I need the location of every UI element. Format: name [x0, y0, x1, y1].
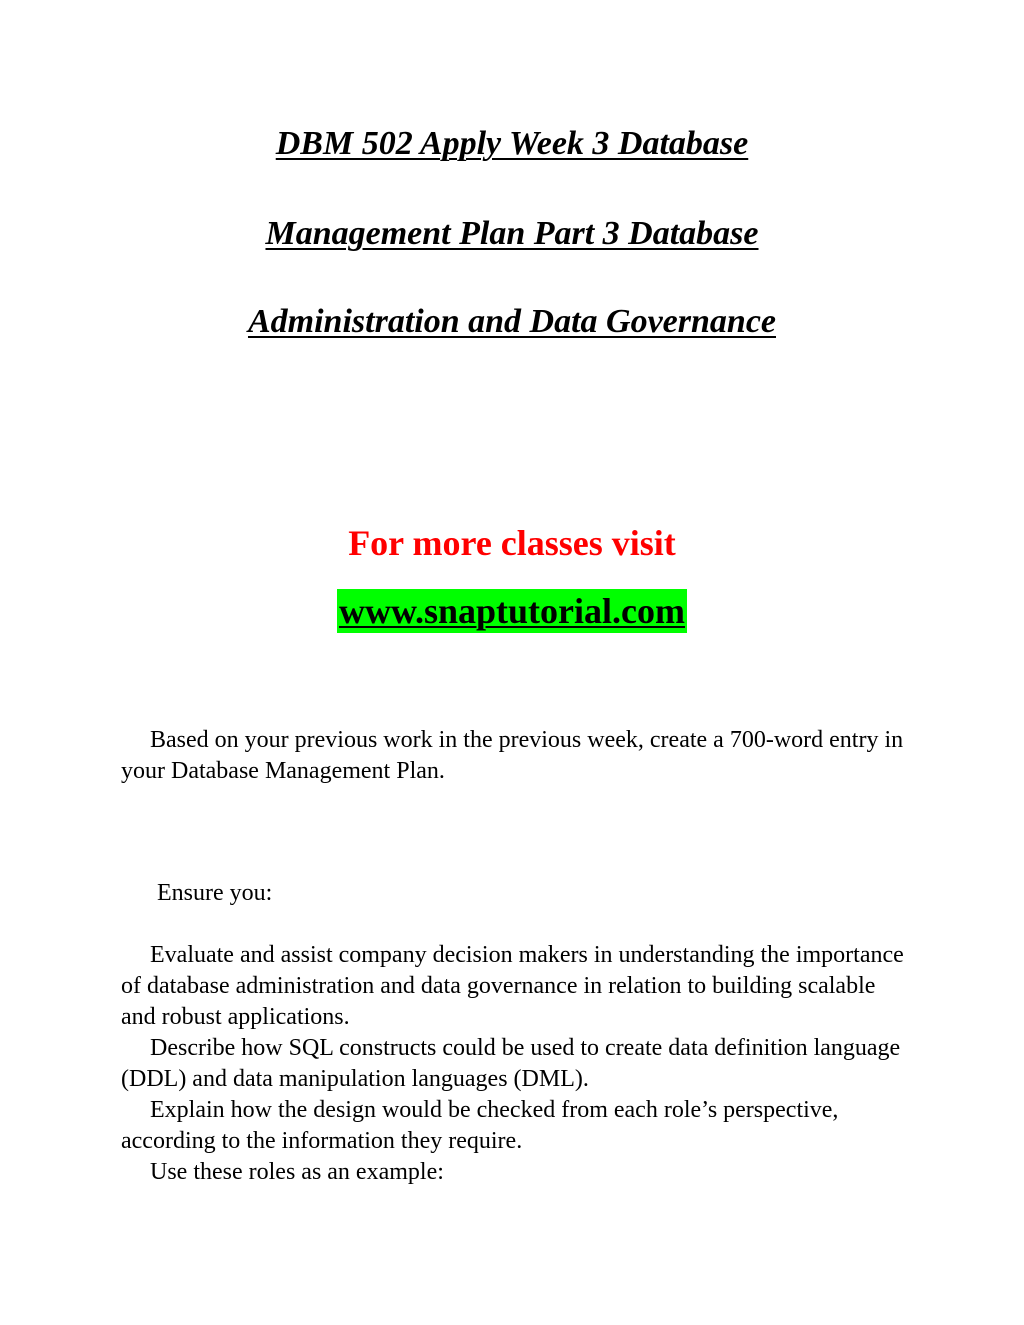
- intro-paragraph: Based on your previous work in the previous week, create a 700-word entry in your Database Management Plan.: [121, 727, 904, 784]
- ensure-label: Ensure you:: [157, 880, 273, 906]
- promo-text: For more classes visit: [348, 523, 676, 563]
- list-item: Evaluate and assist company decision makers in understanding the importance of database administration and data governance in relation to building scalable and robust applications.: [121, 942, 904, 1030]
- list-item: Use these roles as an example:: [150, 1159, 444, 1185]
- title-line-2: Management Plan Part 3 Database: [265, 215, 759, 252]
- promo-link-container: [0, 589, 1024, 633]
- promo-link[interactable]: www.snaptutorial.com: [338, 591, 685, 631]
- list-item: Describe how SQL constructs could be used to create data definition language (DDL) and data manipulation languages (DML).: [121, 1035, 901, 1092]
- title-line-3: Administration and Data Governance: [247, 303, 776, 340]
- requirements-list: [121, 940, 911, 1188]
- title-line-1: DBM 502 Apply Week 3 Database: [275, 125, 749, 162]
- list-item: Explain how the design would be checked from each role’s perspective, according to the information they require.: [121, 1097, 839, 1154]
